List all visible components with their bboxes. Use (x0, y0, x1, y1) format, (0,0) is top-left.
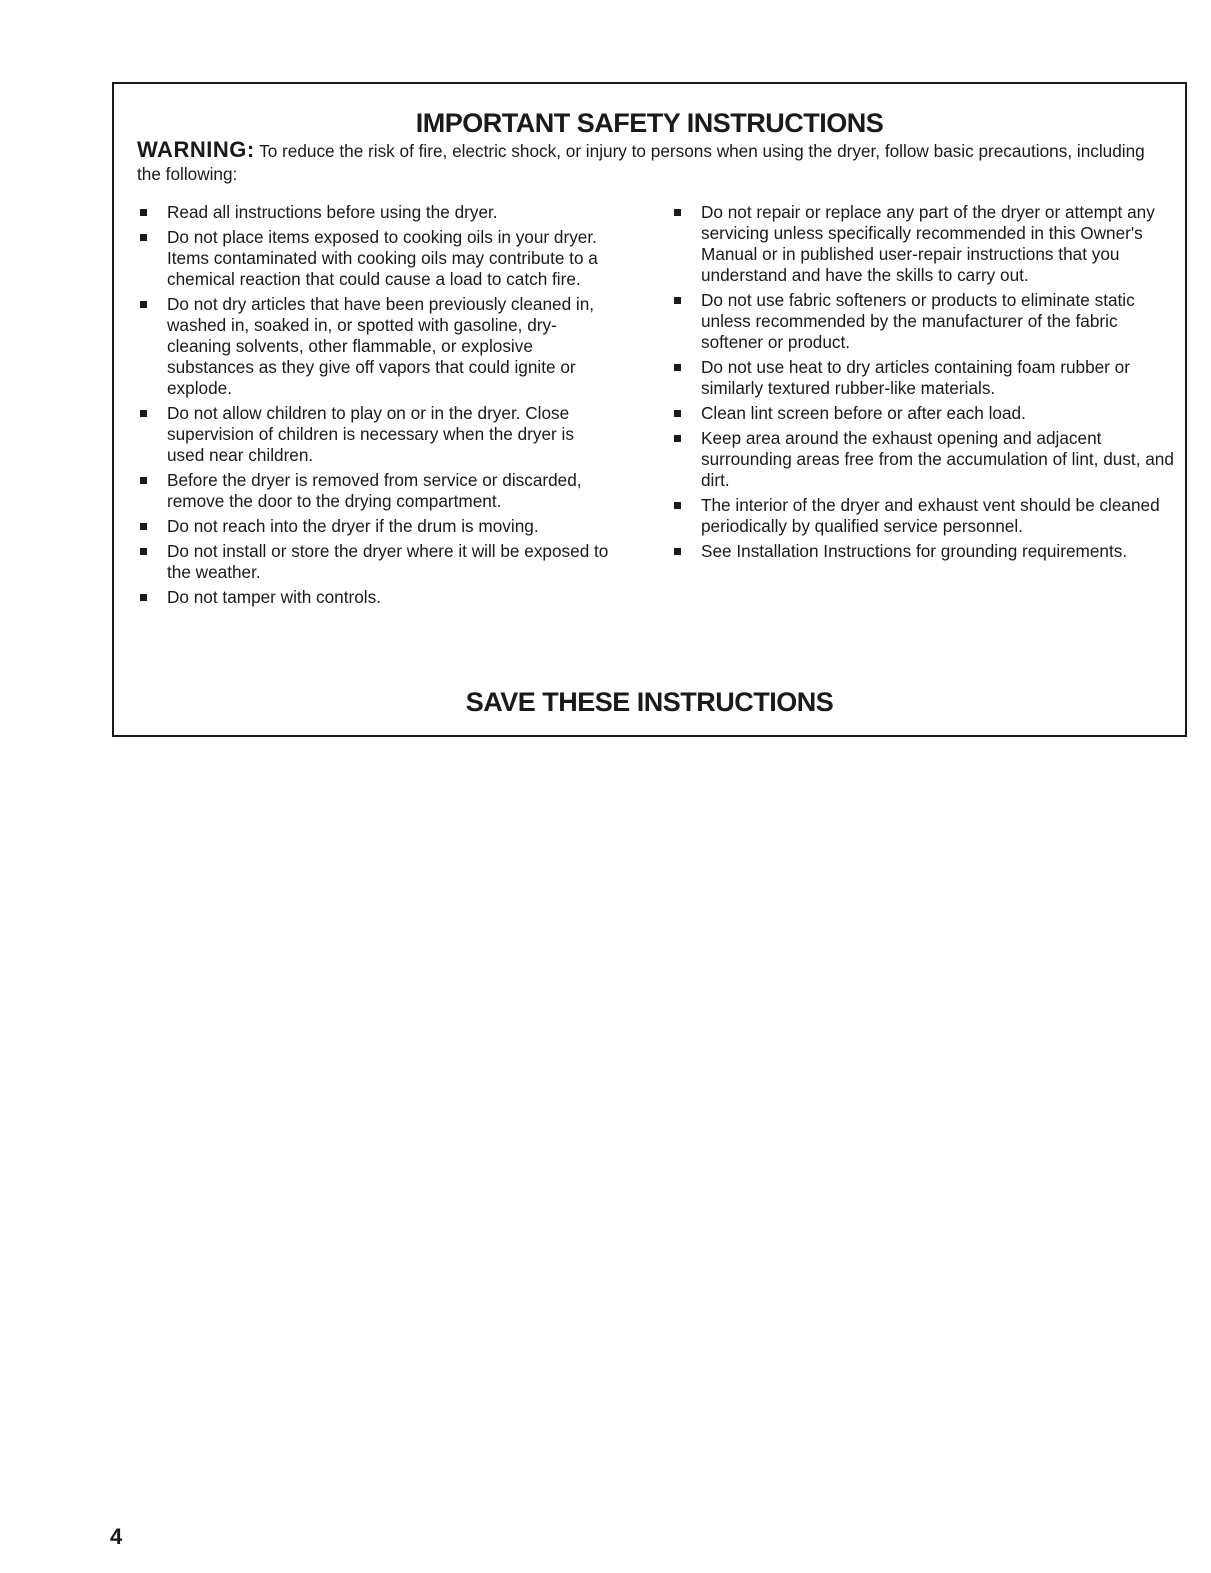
list-item (140, 516, 610, 537)
item-text: Do not tamper with controls. (167, 587, 381, 607)
item-text: Do not use fabric softeners or products to eliminate static unless recommended by the manufacturer of the fabric softener or product. (701, 290, 1135, 352)
square-bullet-icon (674, 502, 681, 509)
list-item (674, 290, 1174, 353)
list-item (140, 403, 610, 466)
list-item (674, 202, 1174, 286)
square-bullet-icon (140, 410, 147, 417)
item-text: Do not use heat to dry articles containing foam rubber or similarly textured rubber-like materials. (701, 357, 1130, 398)
square-bullet-icon (140, 594, 147, 601)
list-item (674, 403, 1174, 424)
list-item (674, 357, 1174, 399)
list-item (674, 495, 1174, 537)
warning-label: WARNING: (137, 137, 255, 162)
list-item (140, 541, 610, 583)
warning-paragraph (137, 138, 1145, 186)
square-bullet-icon (674, 209, 681, 216)
item-text: See Installation Instructions for grounding requirements. (701, 541, 1128, 561)
warning-text: To reduce the risk of fire, electric shock, or injury to persons when using the dryer, follow basic precautions, including the following: (137, 141, 1145, 184)
list-item (140, 227, 610, 290)
square-bullet-icon (674, 297, 681, 304)
list-item (674, 541, 1174, 562)
right-instruction-list (674, 202, 1174, 566)
item-text: The interior of the dryer and exhaust vent should be cleaned periodically by qualified service personnel. (701, 495, 1160, 536)
square-bullet-icon (674, 410, 681, 417)
list-item (140, 470, 610, 512)
list-item (674, 428, 1174, 491)
item-text: Do not dry articles that have been previously cleaned in, washed in, soaked in, or spotted with gasoline, dry-cleaning solvents, other flammable, or explosive substances as they give off vapors that could ignite or explode. (167, 294, 595, 398)
safety-instructions-box (112, 82, 1187, 737)
list-item (140, 294, 610, 399)
square-bullet-icon (674, 364, 681, 371)
square-bullet-icon (140, 234, 147, 241)
square-bullet-icon (140, 209, 147, 216)
square-bullet-icon (674, 435, 681, 442)
item-text: Do not allow children to play on or in the dryer. Close supervision of children is necessary when the dryer is used near children. (167, 403, 574, 465)
square-bullet-icon (140, 548, 147, 555)
square-bullet-icon (140, 301, 147, 308)
item-text: Clean lint screen before or after each load. (701, 403, 1026, 423)
item-text: Do not install or store the dryer where it will be exposed to the weather. (167, 541, 609, 582)
list-item (140, 587, 610, 608)
item-text: Before the dryer is removed from service or discarded, remove the door to the drying compartment. (167, 470, 582, 511)
square-bullet-icon (140, 477, 147, 484)
left-instruction-list (140, 202, 610, 612)
item-text: Keep area around the exhaust opening and adjacent surrounding areas free from the accumulation of lint, dust, and dirt. (701, 428, 1174, 490)
item-text: Do not reach into the dryer if the drum is moving. (167, 516, 539, 536)
list-item (140, 202, 610, 223)
item-text: Do not place items exposed to cooking oils in your dryer. Items contaminated with cooking oils may contribute to a chemical reaction that could cause a load to catch fire. (167, 227, 598, 289)
item-text: Read all instructions before using the dryer. (167, 202, 498, 222)
item-text: Do not repair or replace any part of the dryer or attempt any servicing unless specifically recommended in this Owner's Manual or in published user-repair instructions that you understand and have the skills to carry out. (701, 202, 1155, 285)
square-bullet-icon (674, 548, 681, 555)
safety-title: IMPORTANT SAFETY INSTRUCTIONS (415, 108, 884, 138)
square-bullet-icon (140, 523, 147, 530)
save-instructions-title: SAVE THESE INSTRUCTIONS (465, 687, 834, 717)
page-number: 4 (110, 1524, 123, 1549)
